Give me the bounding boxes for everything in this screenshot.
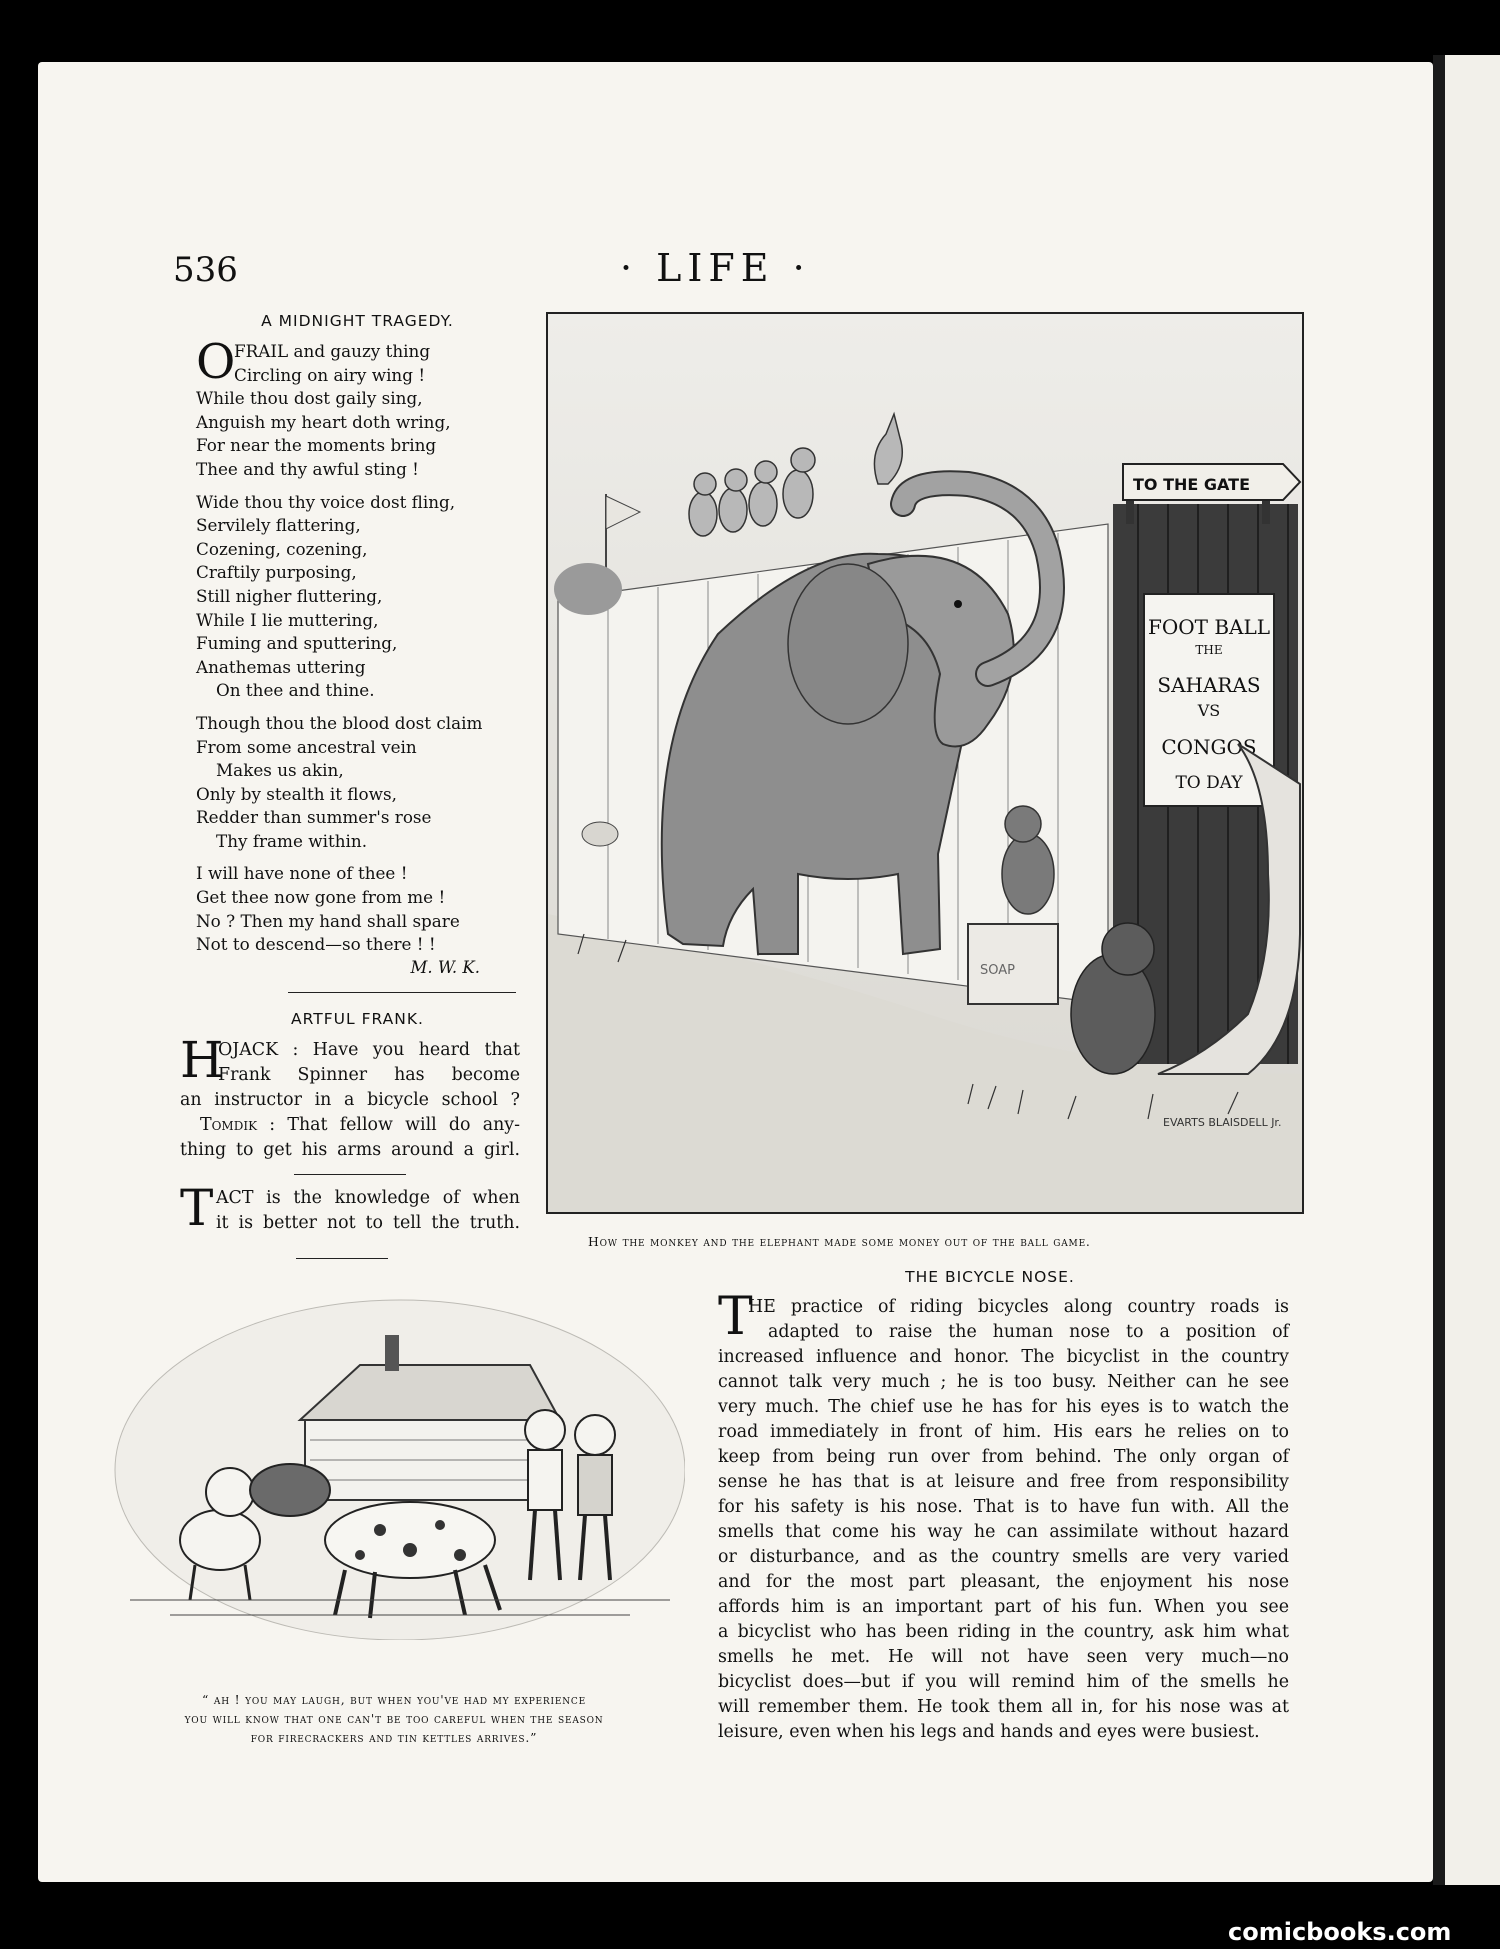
artful-dropcap-block	[180, 1031, 520, 1089]
poem-dropcap: O	[196, 334, 236, 390]
poem-line: Craftily purposing,	[196, 562, 357, 583]
poem-line: Only by stealth it flows,	[196, 783, 397, 804]
artful-line-rest: : That fellow will do any-	[257, 1115, 520, 1135]
poem-body	[196, 334, 526, 966]
bicycle-line: bicyclist does—but if you will remind him of the smells he	[718, 1672, 1289, 1692]
poem-stanza	[196, 862, 526, 956]
dogs-illustration-caption	[108, 1690, 680, 1747]
bicycle-line: increased influence and honor. The bicyclist in the country	[718, 1347, 1289, 1367]
poem-line: Though thou the blood dost claim	[196, 712, 483, 733]
section-divider	[288, 992, 516, 993]
caption-initial: H	[588, 1234, 600, 1249]
watermark-logo: comicbooks.com	[1228, 1918, 1452, 1946]
poem-line: I will have none of thee !	[196, 863, 408, 884]
section-divider	[296, 1258, 388, 1259]
poem-line: Redder than summer's rose	[196, 807, 432, 828]
poem-line: While thou dost gaily sing,	[196, 388, 423, 409]
bicycle-dropcap: T	[718, 1287, 753, 1347]
poem-line: Thee and thy awful sting !	[196, 458, 419, 479]
poster-line: SAHARAS	[1157, 673, 1261, 697]
bicycle-line: sense he has that is at leisure and free from responsibility	[718, 1472, 1289, 1492]
bicycle-line: leisure, even when his legs and hands and eyes were busiest.	[718, 1722, 1260, 1742]
poem-line: Anathemas uttering	[196, 656, 366, 677]
poster-line: TO DAY	[1175, 773, 1243, 793]
artist-signature: EVARTS BLAISDELL Jr.	[1163, 1116, 1282, 1129]
artful-dropcap: H	[180, 1031, 224, 1089]
box-label: SOAP	[980, 963, 1015, 978]
bicycle-line: or disturbance, and as the country smells are very varied	[718, 1547, 1289, 1567]
bicycle-line: will remember them. He took them all in, for his nose was at	[718, 1697, 1289, 1717]
poem-line: Not to descend—so there ! !	[196, 934, 436, 955]
bicycle-nose-title: THE BICYCLE NOSE.	[905, 1268, 1075, 1286]
poster-line: VS	[1197, 701, 1221, 720]
bicycle-line: affords him is an important part of his fun. When you see	[718, 1597, 1289, 1617]
bicycle-line: a bicyclist who has been riding in the country, ask him what	[718, 1622, 1289, 1642]
poem-line: Still nigher fluttering,	[196, 585, 383, 606]
bicycle-line: and for the most part pleasant, the enjoyment his nose	[718, 1572, 1289, 1592]
artful-line: thing to get his arms around a girl.	[180, 1140, 520, 1160]
speaker-name: Tomdik	[200, 1115, 258, 1135]
bicycle-line: cannot talk very much ; he is too busy. Neither can he see	[718, 1372, 1289, 1392]
tact-body	[180, 1179, 520, 1237]
poem-line: While I lie muttering,	[196, 609, 379, 630]
poem-title: A MIDNIGHT TRAGEDY.	[261, 312, 454, 330]
caption-line: you will know that one can't be too careful when the season	[184, 1711, 604, 1726]
bicycle-line: adapted to raise the human nose to a position of	[768, 1322, 1289, 1342]
caption-text: ow the monkey and the elephant made some money out of the ball game.	[599, 1234, 1091, 1249]
artful-line: an instructor in a bicycle school ?	[180, 1090, 520, 1110]
artful-frank-title: ARTFUL FRANK.	[291, 1010, 424, 1028]
poem-line: Circling on airy wing !	[234, 364, 426, 385]
tact-dropcap: T	[180, 1179, 214, 1237]
dogs-illustration-drawing	[110, 1270, 685, 1640]
bicycle-dropcap-block	[718, 1287, 1289, 1347]
poster-line: THE	[1195, 643, 1223, 657]
artful-line: OJACK : Have you heard that	[218, 1040, 520, 1060]
masthead-title: · LIFE ·	[620, 246, 811, 290]
artful-line	[180, 1113, 520, 1138]
poem-signature: M. W. K.	[410, 958, 480, 977]
tact-dropcap-block	[180, 1179, 520, 1237]
poster-line: CONGOS	[1161, 735, 1257, 759]
caption-line: for firecrackers and tin kettles arrives.”	[250, 1730, 538, 1745]
page-binding-edge	[1433, 55, 1500, 1885]
main-illustration-caption	[588, 1234, 1091, 1249]
poem-line: FRAIL and gauzy thing	[234, 341, 431, 361]
poem-line: Servilely flattering,	[196, 515, 361, 536]
poem-line: Fuming and sputtering,	[196, 633, 398, 654]
bicycle-line: very much. The chief use he has for his eyes is to watch the	[718, 1397, 1289, 1417]
elephant-illustration-drawing	[548, 314, 1302, 1212]
tact-line: ACT is the knowledge of when	[216, 1188, 520, 1208]
poster-line: FOOT BALL	[1147, 615, 1271, 639]
bicycle-line: for his safety is his nose. That is to have fun with. All the	[718, 1497, 1289, 1517]
gate-sign-text: TO THE GATE	[1133, 475, 1251, 494]
dogs-boys-illustration	[110, 1270, 685, 1640]
bicycle-line: HE practice of riding bicycles along country roads is	[748, 1297, 1289, 1317]
poem-line: Makes us akin,	[216, 760, 344, 781]
poem-line: Thy frame within.	[216, 830, 368, 851]
artful-frank-body	[180, 1031, 520, 1163]
bicycle-line: smells that come his way he can assimilate without hazard	[718, 1522, 1289, 1542]
poem-line: On thee and thine.	[216, 680, 375, 701]
caption-line: “ ah ! you may laugh, but when you've had my experience	[202, 1692, 586, 1707]
poem-line: For near the moments bring	[196, 435, 437, 456]
poem-line: Cozening, cozening,	[196, 538, 368, 559]
section-divider	[294, 1174, 406, 1175]
poem-stanza	[196, 334, 526, 482]
bicycle-line: keep from being run over from behind. The only organ of	[718, 1447, 1289, 1467]
elephant-monkey-illustration	[546, 312, 1304, 1214]
page-number: 536	[173, 250, 238, 290]
artful-line: Frank Spinner has become	[218, 1065, 520, 1085]
poem-stanza	[196, 712, 526, 854]
poem-line: No ? Then my hand shall spare	[196, 910, 460, 931]
tact-line: it is better not to tell the truth.	[216, 1213, 520, 1233]
poem-line: From some ancestral vein	[196, 736, 417, 757]
poem-line: Get thee now gone from me !	[196, 887, 446, 908]
poem-line: Wide thou thy voice dost fling,	[196, 491, 456, 512]
poem-line: Anguish my heart doth wring,	[196, 411, 451, 432]
bicycle-line: road immediately in front of him. His ears he relies on to	[718, 1422, 1289, 1442]
bicycle-nose-body	[718, 1287, 1289, 1745]
bicycle-line: smells he met. He will not have seen very much—no	[718, 1647, 1289, 1667]
poem-stanza	[196, 491, 526, 703]
